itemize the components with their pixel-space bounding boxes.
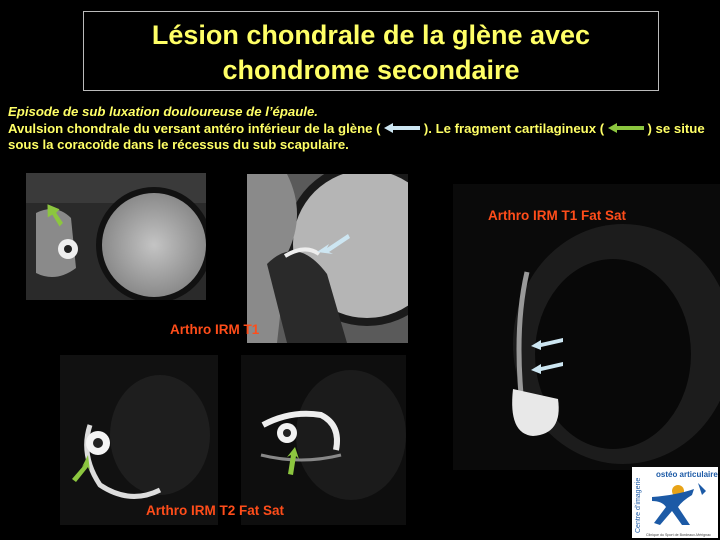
slide-title-line-2: chondrome secondaire [222,55,520,85]
mri-axial-t2-fat-sat-image [60,355,218,525]
intro-line-1: Episode de sub luxation douloureuse de l’épaule. [8,104,318,119]
caption-arthro-irm-t1: Arthro IRM T1 [170,322,260,337]
clinic-logo [632,467,718,538]
logo-text-side: Centre d’imagerie [635,477,642,533]
intro-text [8,104,714,154]
green-arrow-icon [608,121,644,138]
caption-arthro-irm-t1-fat-sat: Arthro IRM T1 Fat Sat [488,208,627,223]
mri-axial-t2-fat-sat-zoom-image [241,355,406,525]
logo-text-bottom: Clinique du Sport de Bordeaux-Mérignac [646,533,711,537]
caption-arthro-irm-t2-fat-sat: Arthro IRM T2 Fat Sat [146,503,285,518]
intro-paragraph [8,121,714,154]
mri-axial-t1-zoom-image [247,174,408,343]
title-box [83,11,659,91]
intro-part-3: ) se situe sous la coracoïde dans le récessus du sub scapulaire. [8,120,705,153]
logo-text-top: ostéo articulaire [656,470,718,479]
slide-title-line-1: Lésion chondrale de la glène avec [151,20,591,50]
mri-coronal-t1-fat-sat-image [453,184,720,470]
intro-part-1: Avulsion chondrale du versant antéro inférieur de la glène ( [8,120,381,136]
blue-arrow-icon [384,121,420,138]
mri-axial-t1-image [26,173,206,300]
intro-part-2: ). Le fragment cartilagineux ( [423,120,605,136]
